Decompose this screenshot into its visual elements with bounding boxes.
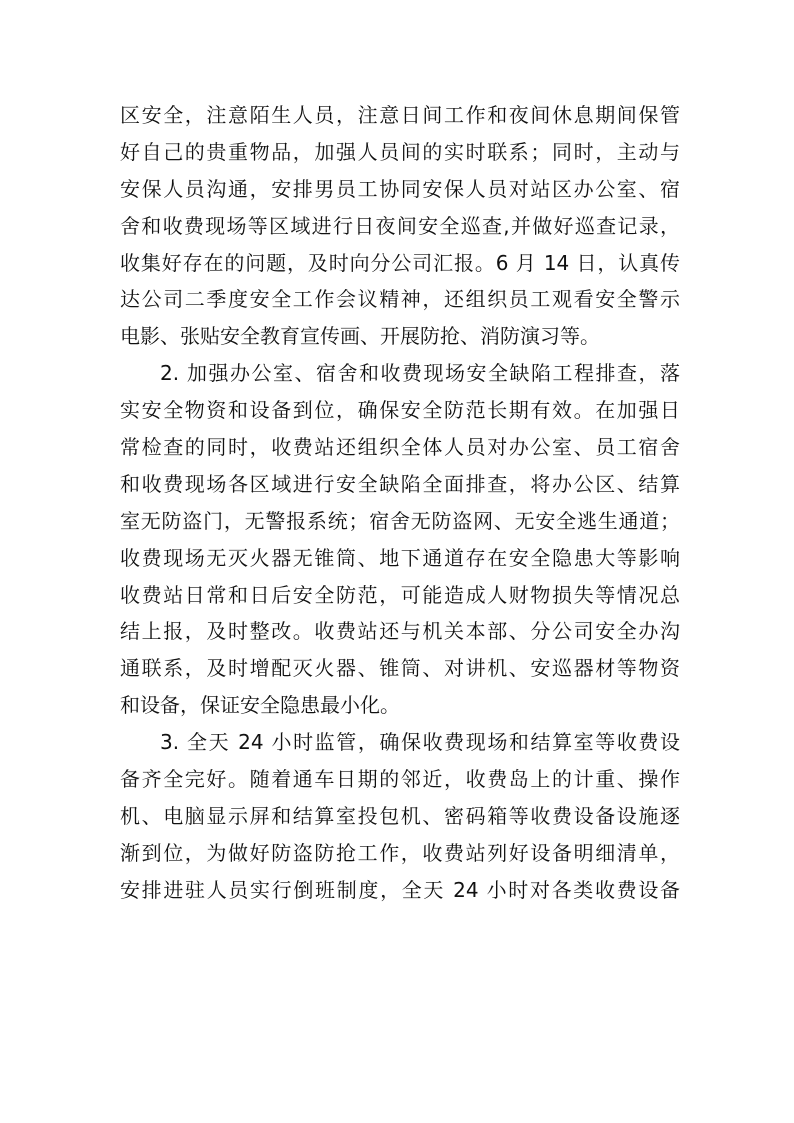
text-line: 和收费现场各区域进行安全缺陷全面排查，将办公区、结算 [120,471,680,496]
text-line: 收费现场无灭火器无锥筒、地下通道存在安全隐患大等影响 [120,545,680,570]
text-line: 达公司二季度安全工作会议精神，还组织员工观看安全警示 [120,287,680,312]
text-line: 收集好存在的问题，及时向分公司汇报。6 月 14 日，认真传 [120,250,680,275]
document-body [120,97,680,909]
text-line: 安保人员沟通，安排男员工协同安保人员对站区办公室、宿 [120,176,680,201]
text-line: 电影、张贴安全教育宣传画、开展防抢、消防演习等。 [120,324,600,349]
text-line: 和设备，保证安全隐患最小化。 [120,693,400,718]
text-line: 实安全物资和设备到位，确保安全防范长期有效。在加强日 [120,398,680,423]
text-line: 舍和收费现场等区域进行日夜间安全巡查,并做好巡查记录， [120,213,680,238]
paragraph-heading-line: 2. 加强办公室、宿舍和收费现场安全缺陷工程排查，落 [160,361,680,386]
text-line: 收费站日常和日后安全防范，可能造成人财物损失等情况总 [120,582,680,607]
text-line: 通联系，及时增配灭火器、锥筒、对讲机、安巡器材等物资 [120,656,680,681]
paragraph-heading-line: 3. 全天 24 小时监管，确保收费现场和结算室等收费设 [160,730,680,755]
text-line: 安排进驻人员实行倒班制度，全天 24 小时对各类收费设备 [120,877,680,902]
text-line: 结上报，及时整改。收费站还与机关本部、分公司安全办沟 [120,619,680,644]
text-line: 好自己的贵重物品，加强人员间的实时联系；同时，主动与 [120,139,680,164]
text-line: 渐到位，为做好防盗防抢工作，收费站列好设备明细清单， [120,840,680,865]
text-line: 室无防盗门，无警报系统；宿舍无防盗网、无安全逃生通道； [120,508,680,533]
text-line: 区安全，注意陌生人员，注意日间工作和夜间休息期间保管 [120,103,680,127]
text-line: 常检查的同时，收费站还组织全体人员对办公室、员工宿舍 [120,435,680,460]
text-line: 备齐全完好。随着通车日期的邻近，收费岛上的计重、操作 [120,767,680,792]
text-line: 机、电脑显示屏和结算室投包机、密码箱等收费设备设施逐 [120,803,680,828]
